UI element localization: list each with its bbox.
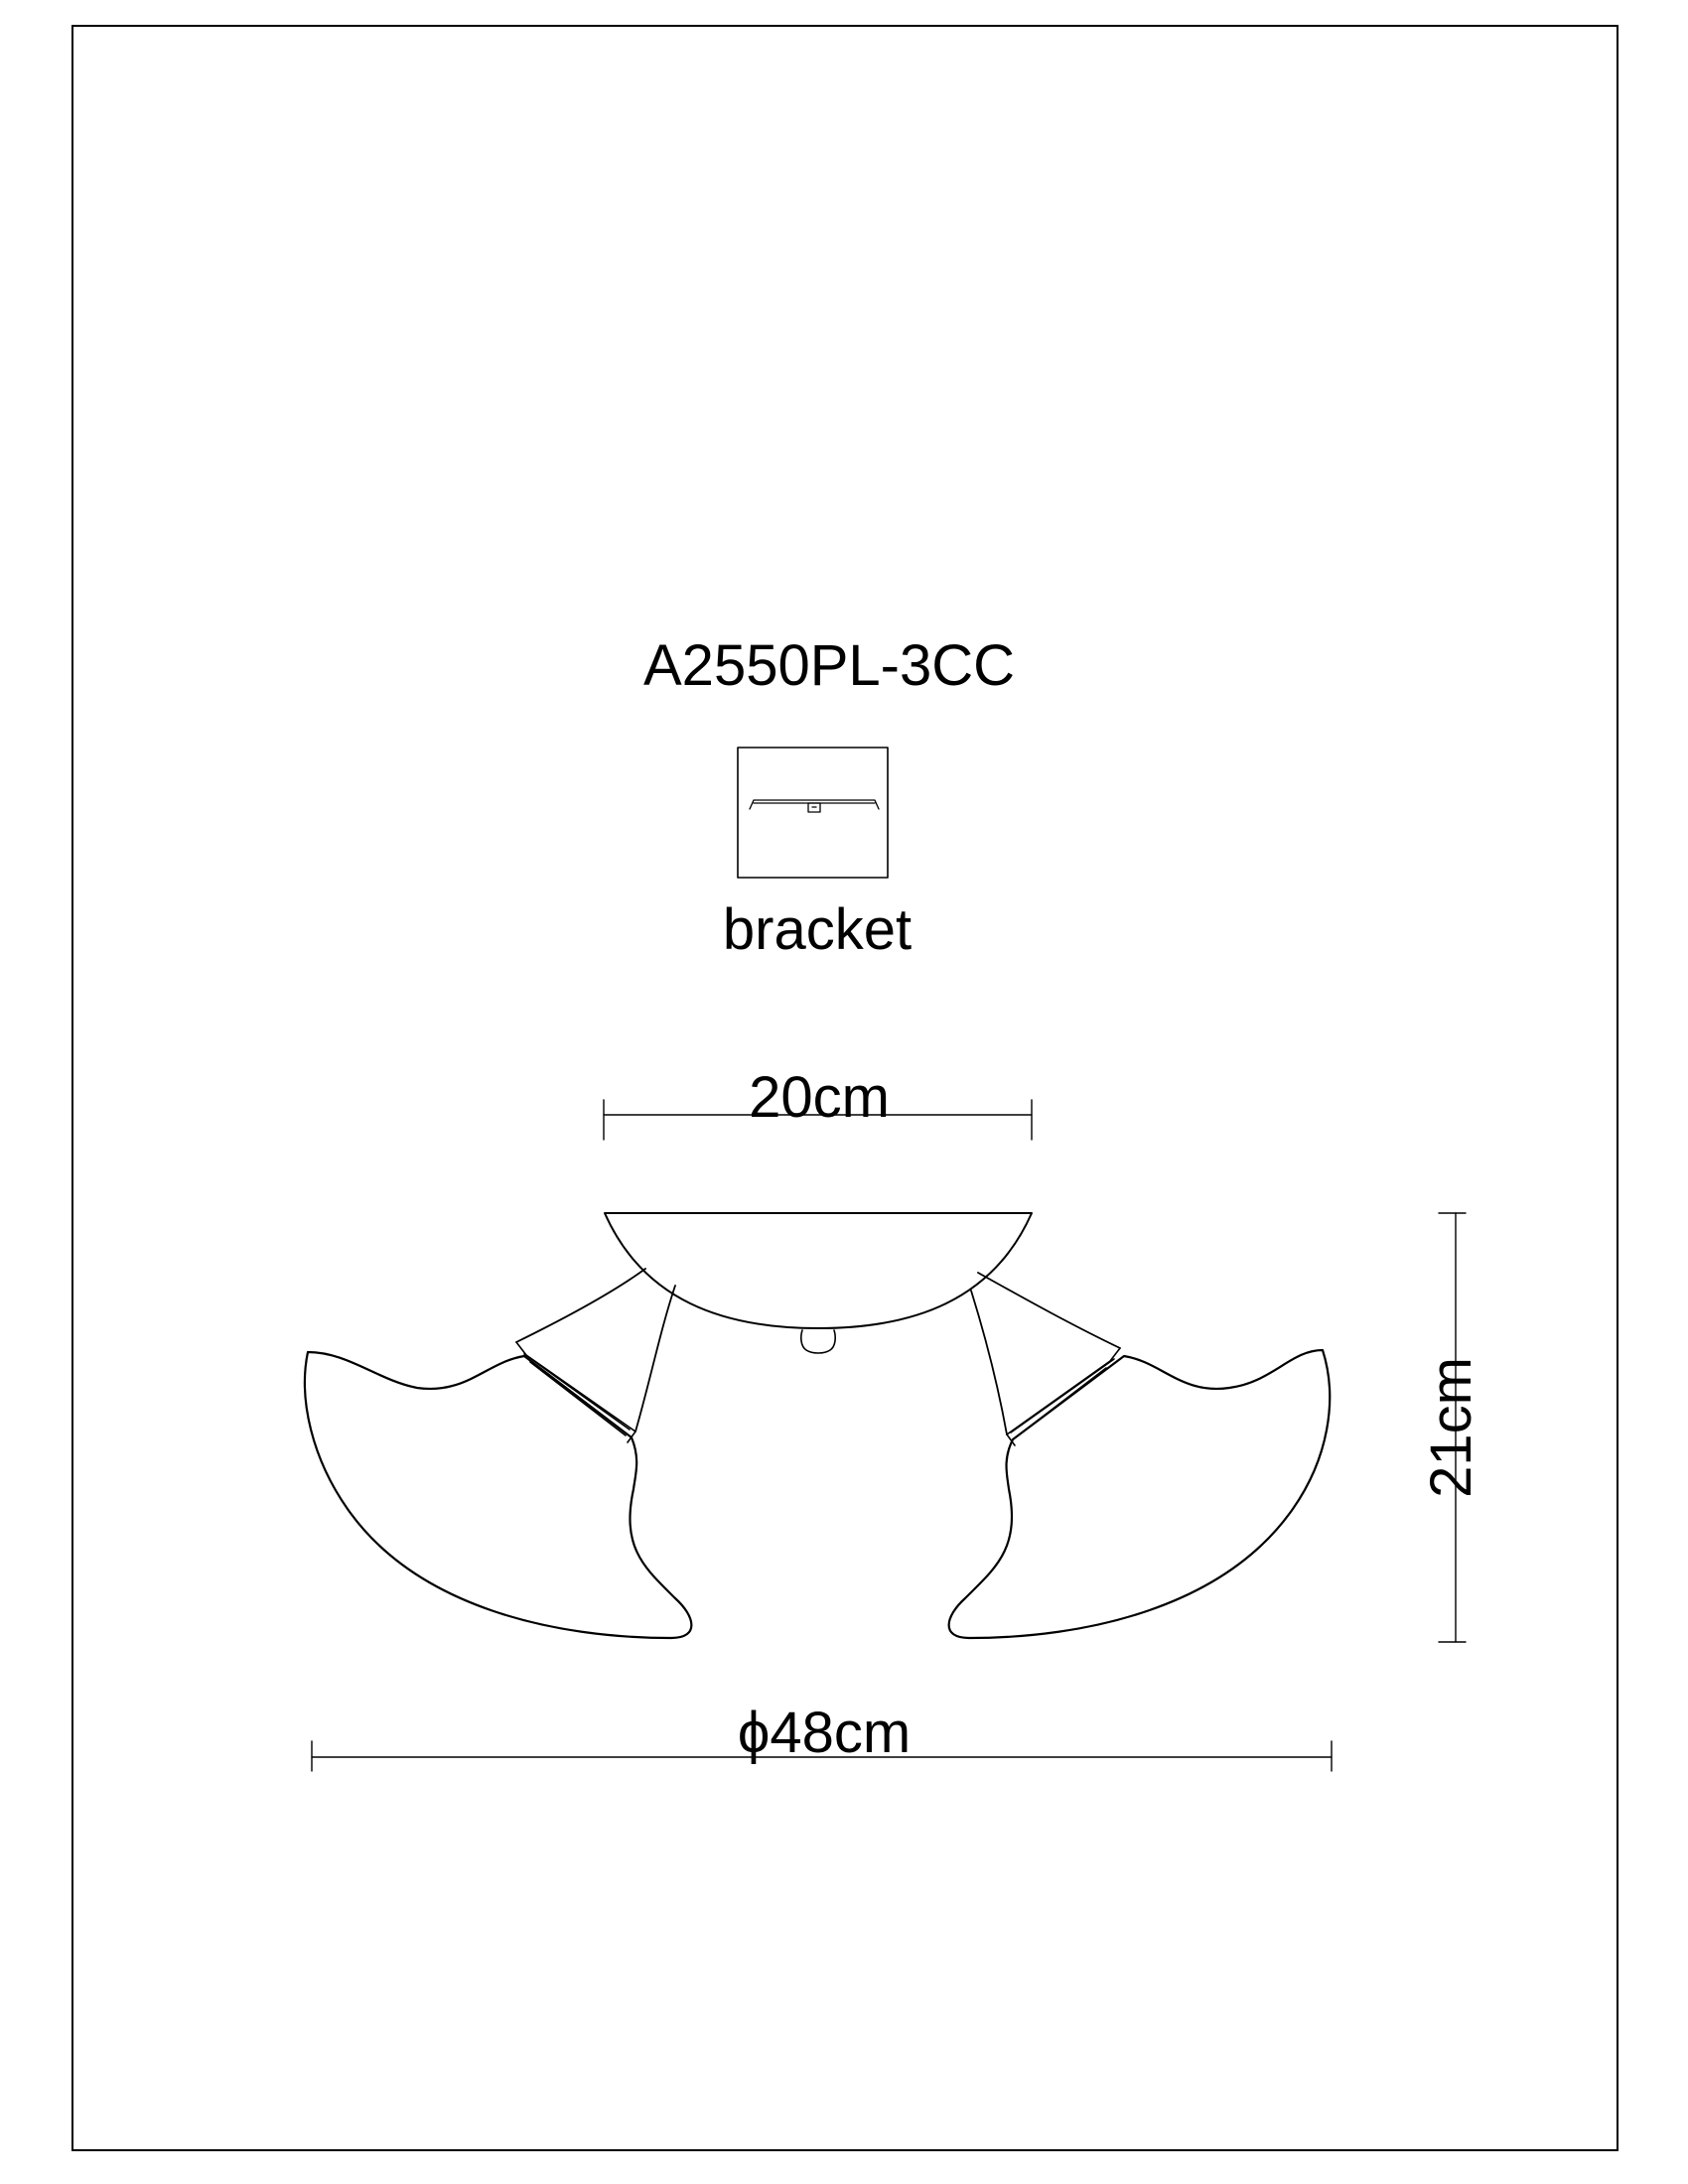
left-arm [516, 1269, 675, 1432]
bracket-icon [750, 800, 879, 812]
diameter-dimension-label: ϕ48cm [737, 1701, 912, 1765]
width-dimension-label: 20cm [749, 1065, 890, 1130]
ceiling-canopy [605, 1213, 1032, 1328]
right-glass-shade [949, 1350, 1331, 1638]
right-arm [971, 1273, 1120, 1434]
left-glass-shade [305, 1352, 691, 1638]
center-finial [801, 1330, 835, 1353]
height-dimension-label: 21cm [1419, 1357, 1483, 1498]
model-number: A2550PL-3CC [643, 633, 1015, 698]
bracket-label: bracket [722, 897, 913, 962]
